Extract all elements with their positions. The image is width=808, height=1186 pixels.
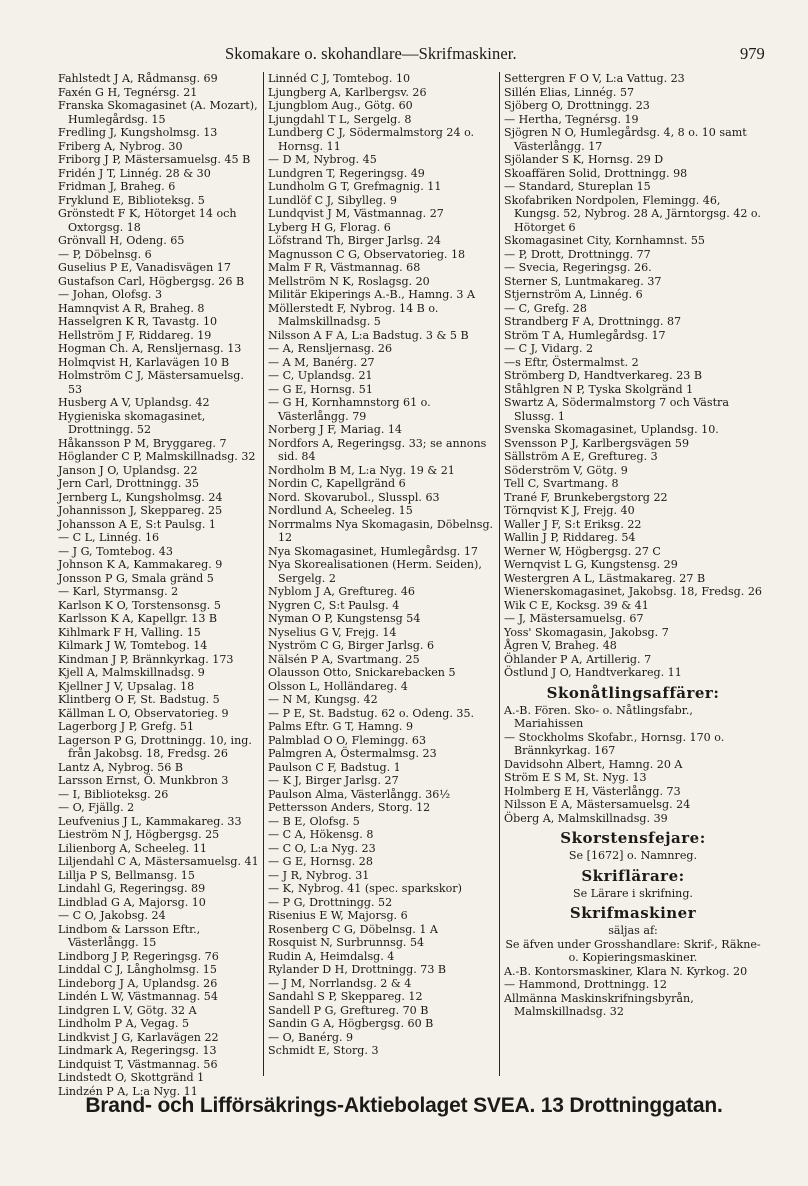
section-title-skriflarare: Skriflärare: [581, 866, 685, 885]
directory-entry: Karlson K O, Torstensonsg. 5 [58, 598, 221, 612]
directory-entry: Nygren C, S:t Paulsg. 4 [268, 598, 400, 612]
directory-entry: Palmblad O O, Flemingg. 63 [268, 733, 427, 747]
directory-entry: — B E, Olofsg. 5 [268, 814, 360, 828]
column-divider [499, 72, 500, 1076]
directory-entry: Militär Ekiperings A.-B., Hamng. 3 A [268, 288, 475, 301]
directory-entry: Rudin A, Heimdalsg. 4 [268, 949, 395, 963]
directory-entry: Lundgren T, Regeringsg. 49 [268, 166, 425, 180]
directory-entry: Wik C E, Kocksg. 39 & 41 [504, 598, 649, 612]
directory-entry: Öhlander P A, Artillerig. 7 [504, 652, 652, 666]
directory-entry: Kihlmark F H, Valling. 15 [58, 625, 201, 639]
directory-entry: Nyström C G, Birger Jarlsg. 6 [268, 639, 435, 652]
directory-entry: Pettersson Anders, Storg. 12 [268, 801, 431, 814]
directory-entry: — C J, Vidarg. 2 [504, 342, 594, 355]
directory-entry: Sällström A E, Greftureg. 3 [504, 450, 658, 463]
directory-entry: Söderström V, Götg. 9 [504, 463, 628, 477]
directory-entry: Lindborg J P, Regeringsg. 76 [58, 949, 219, 963]
directory-entry: — C O, Jakobsg. 24 [58, 909, 166, 922]
directory-entry: Nordin C, Kapellgränd 6 [268, 477, 406, 490]
directory-entry: Sjölander S K, Hornsg. 29 D [504, 153, 664, 166]
directory-entry: Öberg A, Malmskillnadsg. 39 [504, 811, 668, 825]
page-number: 979 [740, 44, 765, 63]
directory-entry: Möllerstedt F, Nybrog. 14 B o. Malmskillnadsg. 5 [268, 301, 439, 328]
directory-entry: Paulson C F, Badstug. 1 [268, 760, 401, 774]
directory-entry: — J M, Norrlandsg. 2 & 4 [268, 976, 412, 990]
directory-entry: Olsson L, Holländareg. 4 [268, 679, 408, 693]
directory-entry: — Stockholms Skofabr., Hornsg. 170 o. Brännkyrkag. 167 [504, 730, 725, 757]
directory-entry: Johannisson J, Skeppareg. 25 [58, 504, 223, 517]
directory-entry: — Hertha, Tegnérsg. 19 [504, 112, 639, 126]
directory-entry: Linddal C J, Långholmsg. 15 [58, 963, 217, 976]
directory-entry: Ljungblom Aug., Götg. 60 [268, 99, 413, 112]
directory-entry: Sillén Elias, Linnég. 57 [504, 85, 635, 99]
directory-entry: Nyselius G V, Frejg. 14 [268, 625, 397, 639]
directory-entry: Hamnqvist A R, Braheg. 8 [58, 301, 205, 315]
directory-entry: Olausson Otto, Snickarebacken 5 [268, 666, 456, 679]
directory-entry: Johnson K A, Kammakareg. 9 [58, 558, 223, 571]
directory-entry: Lyberg H G, Florag. 6 [268, 220, 391, 234]
directory-entry: — K, Nybrog. 41 (spec. sparkskor) [268, 882, 462, 895]
directory-entry: Hasselgren K R, Tavastg. 10 [58, 315, 218, 328]
directory-entry: Törnqvist K J, Frejg. 40 [504, 504, 635, 517]
directory-entry: Grönvall H, Odeng. 65 [58, 234, 185, 247]
directory-entry: Lilienborg A, Scheeleg. 11 [58, 841, 207, 855]
directory-entry: Nya Skomagasinet, Humlegårdsg. 17 [268, 544, 478, 558]
directory-entry: — I, Biblioteksg. 26 [58, 787, 169, 801]
directory-entry: — J, Mästersamuelsg. 67 [504, 612, 644, 625]
directory-entry: — P, Döbelnsg. 6 [58, 247, 152, 261]
directory-entry: Magnusson C G, Observatorieg. 18 [268, 247, 466, 261]
section-note: Se [1672] o. Namnreg. [568, 849, 698, 862]
directory-entry: Kilmark J W, Tomtebog. 14 [58, 639, 208, 652]
directory-entry: Svensson P J, Karlbergsvägen 59 [504, 436, 690, 450]
directory-entry: Friborg J P, Mästersamuelsg. 45 B [58, 153, 251, 166]
directory-entry: Lindstedt O, Skottgränd 1 [58, 1071, 205, 1084]
directory-entry: Sandin G A, Högbergsg. 60 B [268, 1017, 434, 1030]
directory-entry: —s Eftr, Östermalmst. 2 [504, 355, 639, 369]
directory-entry: Nyblom J A, Greftureg. 46 [268, 585, 415, 598]
directory-entry: Wernqvist L G, Kungstensg. 29 [504, 558, 678, 571]
directory-entry: — Svecia, Regeringsg. 26. [504, 261, 652, 274]
section-title-skonatlingsaffarer: Skonåtlingsaffärer: [546, 683, 720, 702]
directory-entry: Fahlstedt J A, Rådmansg. 69 [58, 72, 218, 85]
directory-entry: Franska Skomagasinet (A. Mozart), Humlegårdsg. 15 [58, 99, 258, 126]
directory-entry: Nilsson E A, Mästersamuelsg. 24 [504, 798, 691, 811]
column-3 [504, 72, 762, 1078]
directory-entry: Lundqvist J M, Västmannag. 27 [268, 207, 444, 220]
directory-entry: Holmqvist H, Karlavägen 10 B [58, 355, 230, 369]
directory-entry: Löfstrand Th, Birger Jarlsg. 24 [268, 234, 441, 247]
directory-entry: Werner W, Högbergsg. 27 C [504, 544, 661, 558]
directory-entry: Lundholm G T, Grefmagnig. 11 [268, 180, 442, 193]
directory-entry: Gustafson Carl, Högbergsg. 26 B [58, 274, 245, 288]
directory-entry: A.-B. Kontorsmaskiner, Klara N. Kyrkog. 20 [504, 964, 748, 978]
directory-entry: Rylander D H, Drottningg. 73 B [268, 963, 447, 976]
directory-entry: — A M, Banérg. 27 [268, 355, 375, 369]
directory-entry: Nilsson A F A, L:a Badstug. 3 & 5 B [268, 328, 469, 342]
directory-entry: Lantz A, Nybrog. 56 B [58, 760, 184, 774]
directory-entry: Lindholm P A, Vegag. 5 [58, 1017, 190, 1030]
directory-entry: Yoss' Skomagasin, Jakobsg. 7 [504, 625, 669, 639]
directory-entry: Johansson A E, S:t Paulsg. 1 [58, 517, 216, 531]
directory-entry: Lindkvist J G, Karlavägen 22 [58, 1030, 219, 1044]
directory-entry: Klintberg O F, St. Badstug. 5 [58, 693, 220, 706]
directory-entry: Rosenberg C G, Döbelnsg. 1 A [268, 922, 438, 936]
directory-entry: Nordholm B M, L:a Nyg. 19 & 21 [268, 463, 455, 477]
directory-entry: — Karl, Styrmansg. 2 [58, 585, 179, 598]
directory-entry: Ström E S M, St. Nyg. 13 [504, 771, 647, 784]
directory-entry: Wienerskomagasinet, Jakobsg. 18, Fredsg. 26 [504, 585, 762, 598]
directory-entry: Hygieniska skomagasinet, Drottningg. 52 [58, 409, 206, 436]
directory-entry: Holmberg E H, Västerlångg. 73 [504, 784, 681, 798]
directory-entry: Palms Eftr. G T, Hamng. 9 [268, 720, 414, 733]
page-header [0, 44, 808, 68]
directory-entry: Grönstedt F K, Hötorget 14 och Oxtorgsg. 18 [58, 207, 237, 234]
directory-entry: Lundberg C J, Södermalmstorg 24 o. Hornsg. 11 [268, 126, 475, 153]
directory-entry: Östlund J O, Handtverkareg. 11 [504, 666, 682, 679]
directory-entry: Sandahl S P, Skeppareg. 12 [268, 990, 423, 1003]
directory-entry: Norberg J F, Mariag. 14 [268, 423, 402, 436]
directory-entry: Faxén G H, Tegnérsg. 21 [58, 85, 198, 99]
directory-entry: Karlsson K A, Kapellgr. 13 B [58, 612, 218, 625]
directory-entry: Fredling J, Kungsholmsg. 13 [58, 126, 218, 139]
directory-entry: Lagerborg J P, Grefg. 51 [58, 720, 195, 733]
directory-entry: Ström T A, Humlegårdsg. 17 [504, 328, 666, 342]
directory-entry: Strandberg F A, Drottningg. 87 [504, 315, 682, 328]
directory-entry: Rosquist N, Surbrunnsg. 54 [268, 936, 425, 949]
directory-entry: Settergren F O V, L:a Vattug. 23 [504, 72, 685, 85]
section-note: Se Lärare i skrifning. [573, 886, 693, 900]
directory-entry: Skofabriken Nordpolen, Flemingg. 46, Kungsg. 52, Nybrog. 28 A, Järntorgsg. 42 o. Hötorget 6 [504, 193, 761, 234]
directory-entry: Ågren V, Braheg. 48 [504, 639, 617, 652]
directory-entry: — C, Uplandsg. 21 [268, 369, 373, 382]
directory-entry: Höglander C P, Malmskillnadsg. 32 [58, 450, 256, 463]
directory-entry: Guselius P E, Vanadisvägen 17 [58, 261, 231, 274]
directory-entry: — G E, Hornsg. 51 [268, 382, 373, 396]
directory-entry: Skomagasinet City, Kornhamnst. 55 [504, 234, 705, 247]
directory-entry: Westergren A L, Lästmakareg. 27 B [504, 571, 706, 585]
directory-entry: Lindén L W, Västmannag. 54 [58, 990, 218, 1003]
directory-entry: Leufvenius J L, Kammakareg. 33 [58, 814, 242, 828]
directory-entry: — C, Grefg. 28 [504, 301, 587, 315]
directory-entry: Nordlund A, Scheeleg. 15 [268, 504, 413, 517]
directory-entry: Palmgren A, Östermalmsg. 23 [268, 747, 437, 760]
directory-entry: Holmström C J, Mästersamuelsg. 53 [58, 369, 244, 396]
directory-entry: — C L, Linnég. 16 [58, 531, 160, 544]
directory-entry: Håkansson P M, Bryggareg. 7 [58, 436, 227, 450]
directory-entry: Paulson Alma, Västerlångg. 36½ [268, 787, 451, 801]
directory-entry: — P, Drott, Drottningg. 77 [504, 247, 651, 261]
directory-entry: Sjöberg O, Drottningg. 23 [504, 99, 650, 112]
directory-entry: Lindbom & Larsson Eftr., Västerlångg. 15 [58, 922, 201, 949]
directory-entry: Norrmalms Nya Skomagasin, Döbelnsg. 12 [268, 517, 494, 544]
directory-entry: Malm F R, Västmannag. 68 [268, 261, 421, 274]
directory-entry: Husberg A V, Uplandsg. 42 [58, 396, 210, 409]
directory-entry: Jernberg L, Kungsholmsg. 24 [58, 490, 223, 504]
directory-entry: — K J, Birger Jarlsg. 27 [268, 774, 399, 787]
directory-entry: Mellström N K, Roslagsg. 20 [268, 274, 430, 288]
directory-entry: — P E, St. Badstug. 62 o. Odeng. 35. [268, 706, 475, 720]
directory-entry: Stjernström A, Linnég. 6 [504, 288, 643, 301]
directory-entry: Nordfors A, Regeringsg. 33; se annons sid. 84 [268, 436, 487, 463]
directory-entry: Lindblad G A, Majorsg. 10 [58, 895, 206, 909]
directory-entry: Wallin J P, Riddareg. 54 [504, 531, 636, 544]
directory-columns [58, 72, 762, 1098]
section-title-skrifmaskiner: Skrifmaskiner [569, 904, 697, 922]
directory-entry: Larsson Ernst, Ö. Munkbron 3 [58, 774, 229, 787]
directory-entry: Trané F, Brunkebergstorg 22 [504, 490, 668, 504]
directory-entry: Lindgren L V, Götg. 32 A [58, 1003, 197, 1017]
directory-entry: Kjellner J V, Upsalag. 18 [58, 679, 195, 693]
directory-entry: Svenska Skomagasinet, Uplandsg. 10. [504, 423, 719, 436]
directory-entry: Ståhlgren N P, Tyska Skolgränd 1 [504, 382, 694, 396]
directory-entry: — J G, Tomtebog. 43 [58, 544, 173, 558]
directory-entry: Källman L O, Observatorieg. 9 [58, 706, 229, 720]
directory-entry: Liljendahl C A, Mästersamuelsg. 41 [58, 855, 259, 868]
directory-entry: Lagerson P G, Drottningg. 10, ing. från Jakobsg. 18, Fredsg. 26 [58, 733, 252, 760]
directory-entry: Davidsohn Albert, Hamng. 20 A [504, 757, 683, 771]
directory-entry: Nyman O P, Kungstensg 54 [268, 612, 421, 625]
directory-entry: Lundlöf C J, Sibylleg. 9 [268, 193, 397, 207]
directory-entry: Fridén J T, Linnég. 28 & 30 [58, 166, 211, 180]
directory-entry: Ljungdahl T L, Sergelg. 8 [268, 112, 412, 126]
directory-entry: — D M, Nybrog. 45 [268, 153, 377, 166]
directory-entry: — P G, Drottningg. 52 [268, 895, 393, 909]
directory-entry: — Johan, Olofsg. 3 [58, 288, 163, 301]
directory-entry: Linnéd C J, Tomtebog. 10 [268, 72, 411, 85]
directory-entry: Lindeborg J A, Uplandsg. 26 [58, 976, 218, 990]
section-intro: Se äfven under Grosshandlare: Skrif-, Räkne- o. Kopieringsmaskiner. [505, 937, 761, 964]
directory-entry: Skoaffären Solid, Drottningg. 98 [504, 166, 688, 180]
directory-entry: Nya Skorealisationen (Herm. Seiden), Sergelg. 2 [268, 558, 482, 585]
running-title: Skomakare o. skohandlare—Skrifmaskiner. [225, 44, 517, 63]
directory-entry: Friberg A, Nybrog. 30 [58, 139, 183, 153]
directory-entry: — Standard, Stureplan 15 [504, 180, 651, 193]
directory-entry: Jonsson P G, Smala gränd 5 [58, 571, 214, 585]
directory-entry: — C O, L:a Nyg. 23 [268, 841, 376, 855]
directory-entry: — J R, Nybrog. 31 [268, 868, 370, 882]
directory-entry: A.-B. Fören. Sko- o. Nåtlingsfabr., Mariahissen [504, 703, 693, 730]
directory-entry: Swartz A, Södermalmstorg 7 och Västra Slussg. 1 [504, 396, 729, 423]
directory-entry: — O, Banérg. 9 [268, 1030, 354, 1044]
directory-entry: Lindquist T, Västmannag. 56 [58, 1057, 218, 1071]
directory-entry: Lieström N J, Högbergsg. 25 [58, 828, 220, 841]
directory-entry: — Hammond, Drottningg. 12 [504, 978, 667, 991]
section-subtitle: säljas af: [608, 924, 658, 937]
directory-entry: Sandell P G, Greftureg. 70 B [268, 1003, 429, 1017]
directory-entry: Sjögren N O, Humlegårdsg. 4, 8 o. 10 samt Västerlångg. 17 [504, 126, 747, 153]
directory-entry: Janson J O, Uplandsg. 22 [58, 463, 198, 477]
directory-entry: — C A, Hökensg. 8 [268, 828, 374, 841]
column-1 [58, 72, 260, 1098]
directory-entry: Nälsén P A, Svartmang. 25 [268, 652, 420, 666]
directory-entry: Hellström J F, Riddareg. 19 [58, 328, 212, 342]
directory-entry: Lindzén P A, L:a Nyg. 11 [58, 1084, 198, 1098]
column-divider [263, 72, 264, 1076]
directory-entry: Fryklund E, Biblioteksg. 5 [58, 193, 205, 207]
directory-entry: Nord. Skovarubol., Slusspl. 63 [268, 490, 440, 504]
directory-entry: Tell C, Svartmang. 8 [504, 477, 619, 490]
directory-entry: — A, Rensljernasg. 26 [268, 342, 393, 355]
column-2 [268, 72, 504, 1078]
directory-entry: Kindman J P, Brännkyrkag. 173 [58, 652, 234, 666]
directory-entry: Lillja P S, Bellmansg. 15 [58, 868, 195, 882]
directory-entry: — G E, Hornsg. 28 [268, 855, 373, 868]
directory-entry: Waller J F, S:t Eriksg. 22 [504, 517, 642, 531]
directory-entry: Kjell A, Malmskillnadsg. 9 [58, 666, 205, 679]
directory-entry: Lindmark A, Regeringsg. 13 [58, 1044, 217, 1057]
directory-entry: Allmänna Maskinskrifningsbyrån, Malmskillnadsg. 32 [504, 991, 694, 1018]
directory-entry: Ljungberg A, Karlbergsv. 26 [268, 85, 427, 99]
directory-entry: Jern Carl, Drottningg. 35 [58, 477, 199, 490]
advertisement-footer: Brand- och Lifförsäkrings-Aktiebolaget SVEA. 13 Drottninggatan. [85, 1094, 723, 1117]
directory-entry: Fridman J, Braheg. 6 [58, 180, 176, 193]
directory-entry: — O, Fjällg. 2 [58, 801, 135, 814]
directory-entry: Hogman Ch. A, Rensljernasg. 13 [58, 342, 242, 355]
section-title-skorstensfejare: Skorstensfejare: [560, 829, 706, 847]
directory-entry: — N M, Kungsg. 42 [268, 693, 378, 706]
directory-entry: Schmidt E, Storg. 3 [268, 1044, 379, 1057]
directory-entry: Strömberg D, Handtverkareg. 23 B [504, 369, 702, 382]
directory-entry: — G H, Kornhamnstorg 61 o. Västerlångg. 79 [268, 396, 431, 423]
directory-entry: Lindahl G, Regeringsg. 89 [58, 882, 206, 895]
directory-entry: Sterner S, Luntmakareg. 37 [504, 274, 662, 288]
directory-entry: Risenius E W, Majorsg. 6 [268, 909, 408, 922]
